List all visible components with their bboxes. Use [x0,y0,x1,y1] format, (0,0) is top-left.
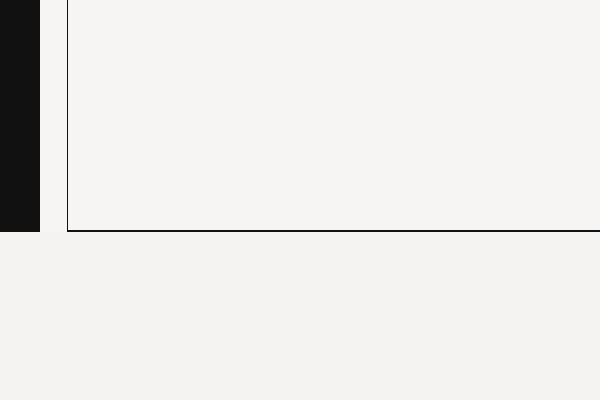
left-vertical-column [40,0,68,232]
bottom-cells-band [0,232,600,400]
seal-block [0,0,40,232]
